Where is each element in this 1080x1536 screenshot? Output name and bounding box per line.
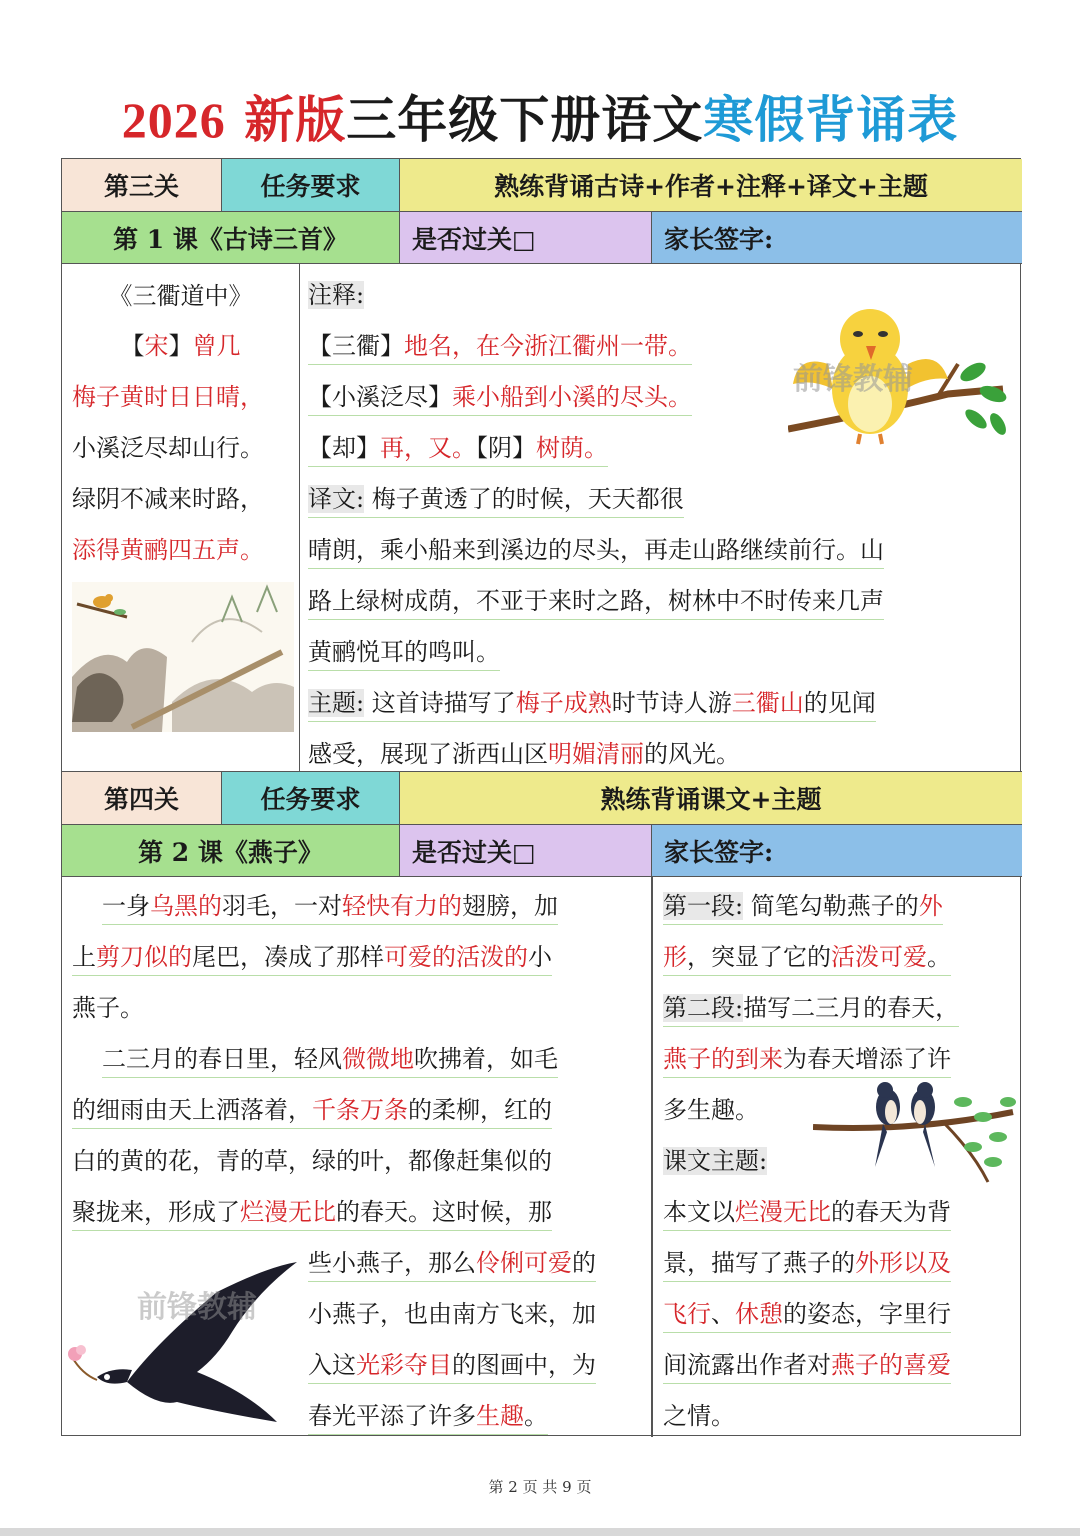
poem-line-3: 绿阴不减来时路， [72,485,264,513]
watermark-2: 前锋教辅 [137,1290,257,1325]
poem-line-2: 小溪泛尽却山行。 [72,434,264,462]
recitation-table [61,158,1021,1436]
analysis-line-4: 燕子的到来为春天增添了许 [663,1040,951,1078]
analysis-line-3: 第二段:描写二三月的春天， [663,989,959,1027]
text-line-11: 春光平添了许多生趣。 [308,1397,548,1435]
analysis-line-10: 间流露出作者对燕子的喜爱 [663,1346,951,1384]
title-part2: 三年级下册语文 [346,90,704,149]
text-line-9: 小燕子，也由南方飞来，加 [308,1300,596,1328]
notes-label: 注释: [308,281,365,309]
poem-author: 曾几 [192,332,241,360]
page-footer: 第 2 页 共 9 页 [488,1478,592,1496]
level-cell-2: 第四关 [62,772,222,825]
poem-line-4: 添得黄鹂四五声。 [72,536,264,564]
parent-sign-cell[interactable]: 家长签字: [652,212,1022,264]
title-year: 2026 [121,92,226,148]
translation-line-3: 路上绿树成荫，不亚于来时之路，树林中不时传来几声 [308,582,884,620]
poem-dynasty: 宋 [144,332,169,360]
analysis-line-7: 本文以烂漫无比的春天为背 [663,1193,951,1231]
text-line-7: 聚拢来，形成了烂漫无比的春天。这时候，那 [72,1193,552,1231]
task-cell: 熟练背诵古诗+作者+注释+译文+主题 [400,159,1022,212]
text-line-4: 二三月的春日里，轻风微微地吹拂着，如毛 [102,1040,558,1078]
translation-line-2: 晴朗，乘小船来到溪边的尽头，再走山路继续前行。山 [308,531,884,569]
watermark-1: 前锋教辅 [793,362,913,397]
text-line-2: 上剪刀似的尾巴，凑成了那样可爱的活泼的小 [72,938,552,976]
bird-on-branch-illustration [788,294,1010,464]
notes-column [300,264,1022,772]
poem-column [62,264,300,772]
analysis-line-9: 飞行、休憩的姿态，字里行 [663,1295,951,1333]
poem-title: 《三衢道中》 [108,282,253,310]
text-line-1: 一身乌黑的羽毛，一对轻快有力的翅膀，加 [102,887,558,925]
text-line-5: 的细雨由天上洒落着，千条万条的柔柳，红的 [72,1091,552,1129]
lesson-cell: 第 1 课《古诗三首》 [62,212,400,264]
swallows-on-branch-illustration [813,1082,1018,1187]
translation-line-1: 译文: 梅子黄透了的时候，天天都很 [308,480,684,518]
title-part3: 寒假背诵表 [703,90,959,149]
landscape-illustration [72,582,294,732]
poem-author-line: 【宋】曾几 [120,332,241,360]
analysis-line-11: 之情。 [663,1402,735,1430]
note-1: 【三衢】地名，在今浙江衢州一带。 [308,327,692,365]
lesson-text-column [62,877,652,1437]
text-line-8: 些小燕子，那么伶俐可爱的 [308,1244,596,1282]
analysis-column [652,877,1022,1437]
swallow-illustration [67,1262,303,1432]
note-3: 【却】再，又。【阴】树荫。 [308,429,608,467]
translation-line-4: 黄鹂悦耳的鸣叫。 [308,633,500,671]
pass-check-cell[interactable]: 是否过关□ [400,212,652,264]
text-line-6: 白的黄的花，青的草，绿的叶，都像赶集似的 [72,1147,552,1175]
analysis-line-8: 景，描写了燕子的外形以及 [663,1244,951,1282]
lesson-cell-2: 第 2 课《燕子》 [62,825,400,877]
page-title [0,80,1080,152]
title-part1: 新版 [244,90,347,149]
pass-check-cell-2[interactable]: 是否过关□ [400,825,652,877]
theme-line-1: 主题: 这首诗描写了梅子成熟时节诗人游三衢山的见闻 [308,684,876,722]
text-line-10: 入这光彩夺目的图画中，为 [308,1346,596,1384]
task-label-cell-2: 任务要求 [222,772,400,825]
level-cell: 第三关 [62,159,222,212]
task-label-cell: 任务要求 [222,159,400,212]
poem-line-1: 梅子黄时日日晴， [72,383,264,411]
parent-sign-cell-2[interactable]: 家长签字: [652,825,1022,877]
analysis-line-6: 课文主题: [663,1147,768,1175]
text-line-3: 燕子。 [72,994,144,1022]
analysis-line-5: 多生趣。 [663,1096,759,1124]
bottom-band [0,1528,1080,1536]
note-2: 【小溪泛尽】乘小船到小溪的尽头。 [308,378,692,416]
theme-line-2: 感受，展现了浙西山区明媚清丽的风光。 [308,735,740,773]
analysis-line-1: 第一段: 简笔勾勒燕子的外 [663,887,943,925]
task-cell-2: 熟练背诵课文+主题 [400,772,1022,825]
analysis-line-2: 形，突显了它的活泼可爱。 [663,938,951,976]
